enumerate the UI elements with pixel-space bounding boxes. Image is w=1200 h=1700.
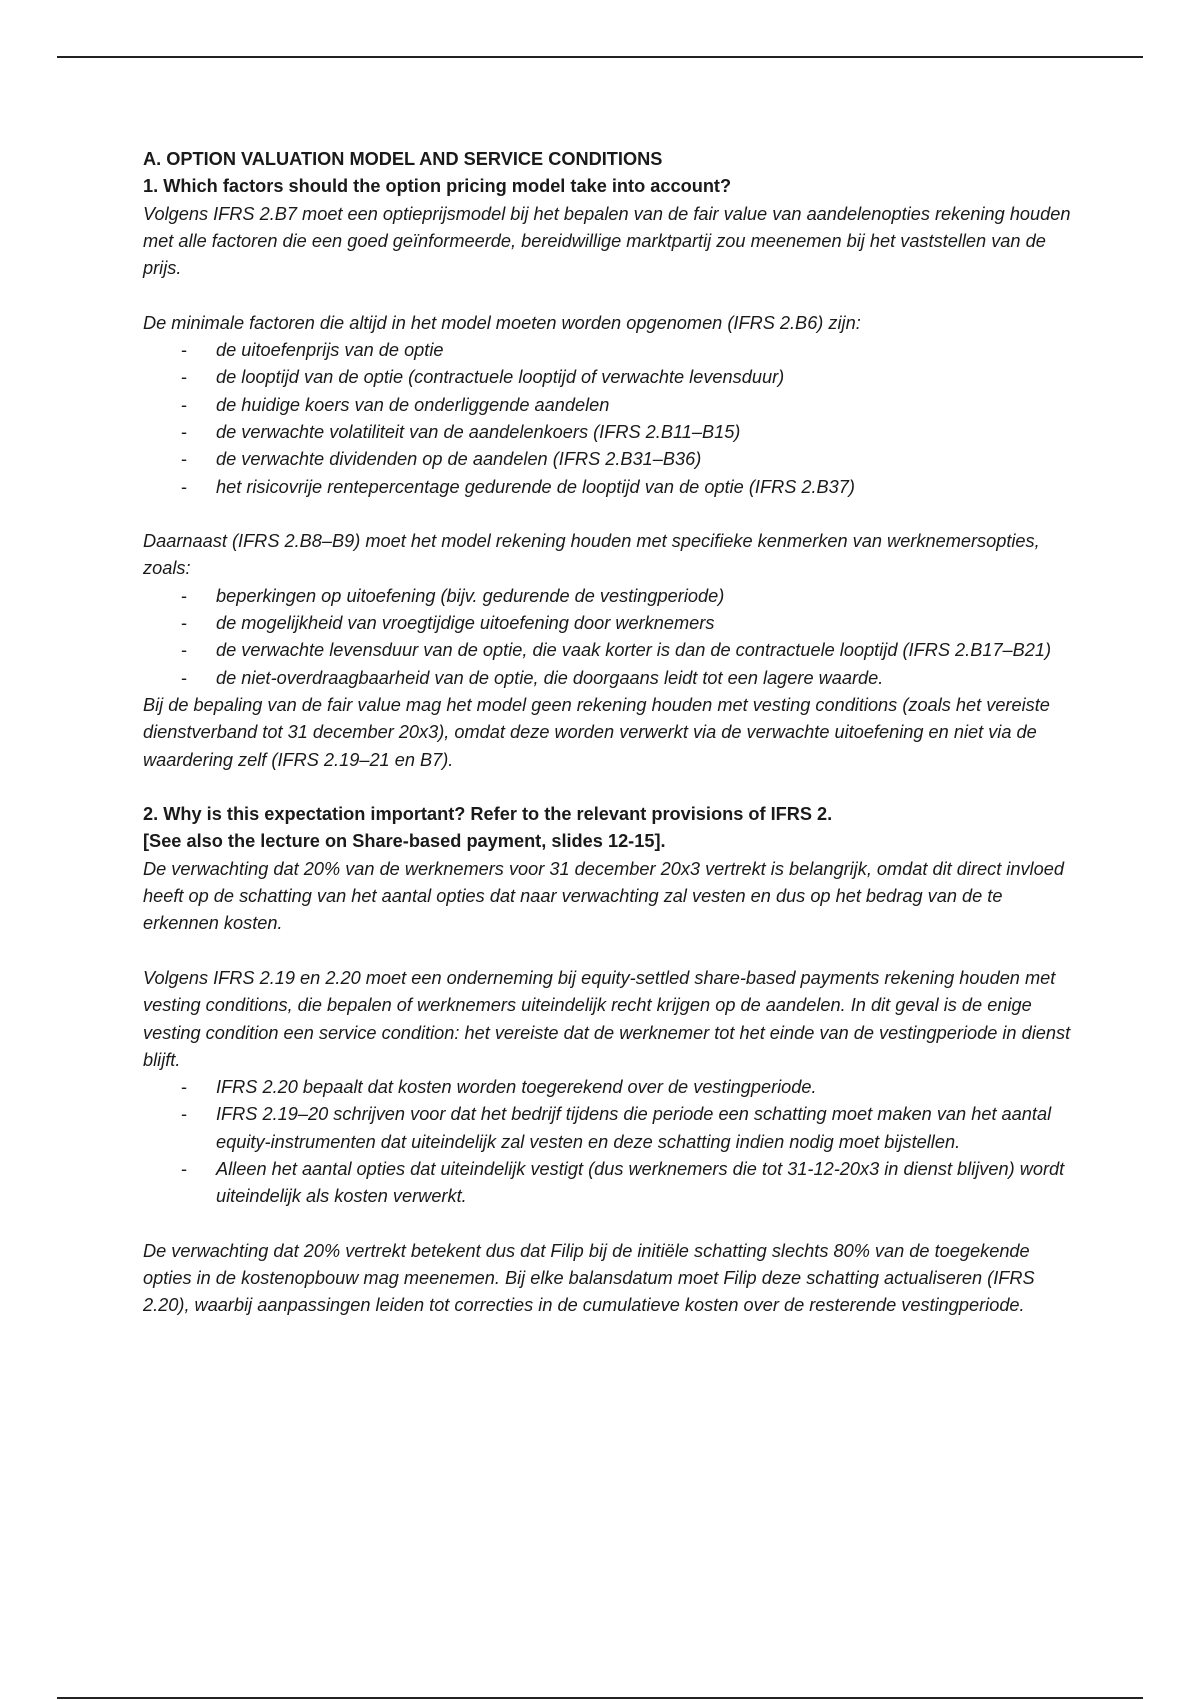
q1-closing-paragraph: Bij de bepaling van de fair value mag het model geen rekening houden met vesting conditions (zoals het vereiste dienstverband tot 31 december 20x3), omdat deze worden verwerkt via de verwachte uitoefening en niet via de waardering zelf (IFRS 2.19–21 en B7). — [143, 694, 1050, 770]
document-body — [143, 146, 1073, 1320]
list-item: - het risicovrije rentepercentage gedurende de looptijd van de optie (IFRS 2.B37) — [181, 476, 855, 497]
question-2-heading: 2. Why is this expectation important? Refer to the relevant provisions of IFRS 2. — [143, 804, 833, 825]
list-item: - de mogelijkheid van vroegtijdige uitoefening door werknemers — [181, 613, 715, 634]
list-item: - de verwachte dividenden op de aandelen (IFRS 2.B31–B36) — [181, 449, 702, 470]
list-item: - de looptijd van de optie (contractuele looptijd of verwachte levensduur) — [181, 367, 785, 388]
spacer — [143, 501, 1073, 528]
spacer — [143, 282, 1073, 309]
q2-vesting-paragraph: Volgens IFRS 2.19 en 2.20 moet een onderneming bij equity-settled share-based payments rekening houden met vesting conditions, die bepalen of werknemers uiteindelijk recht krijgen op de aandelen. In dit geval is de enige vesting condition een service condition: het vereiste dat de werknemer tot het einde van de vestingperiode in dienst blijft. — [143, 967, 1071, 1070]
q2-intro-paragraph: De verwachting dat 20% van de werknemers voor 31 december 20x3 vertrekt is belangrijk, omdat dit direct invloed heeft op de schatting van het aantal opties dat naar verwachting zal vesten en dus op het bedrag van de te erkennen kosten. — [143, 858, 1064, 934]
list-item: - de verwachte volatiliteit van de aandelenkoers (IFRS 2.B11–B15) — [181, 421, 741, 442]
list-item: - IFRS 2.19–20 schrijven voor dat het bedrijf tijdens die periode een schatting moet maken van het aantal equity-instrumenten dat uiteindelijk zal vesten en deze schatting indien nodig moet bijstellen. — [181, 1104, 1052, 1152]
spacer — [143, 1211, 1073, 1238]
list-item: - de huidige koers van de onderliggende aandelen — [181, 394, 610, 415]
list-item: - IFRS 2.20 bepaalt dat kosten worden toegerekend over de vestingperiode. — [181, 1077, 817, 1098]
spacer — [143, 938, 1073, 965]
list-item: - de niet-overdraagbaarheid van de optie, die doorgaans leidt tot een lagere waarde. — [181, 667, 884, 688]
top-divider — [57, 56, 1143, 58]
q1-min-factors-intro: De minimale factoren die altijd in het model moeten worden opgenomen (IFRS 2.B6) zijn: — [143, 312, 861, 333]
q1-extra-factors-intro: Daarnaast (IFRS 2.B8–B9) moet het model rekening houden met specifieke kenmerken van werknemersopties, zoals: — [143, 531, 1040, 579]
q1-intro-paragraph: Volgens IFRS 2.B7 moet een optieprijsmodel bij het bepalen van de fair value van aandelenopties rekening houden met alle factoren die een goed geïnformeerde, bereidwillige marktpartij zou meenemen bij het vaststellen van de prijs. — [143, 203, 1071, 279]
spacer — [143, 774, 1073, 801]
list-item: - de verwachte levensduur van de optie, die vaak korter is dan de contractuele looptijd (IFRS 2.B17–B21) — [181, 640, 1052, 661]
employee-option-features-list — [143, 583, 1073, 692]
bottom-divider — [57, 1697, 1143, 1699]
q2-closing-paragraph: De verwachting dat 20% vertrekt betekent dus dat Filip bij de initiële schatting slechts 80% van de toegekende opties in de kostenopbouw mag meenemen. Bij elke balansdatum moet Filip deze schatting actualiseren (IFRS 2.20), waarbij aanpassingen leiden tot correcties in de cumulatieve kosten over de resterende vestingperiode. — [143, 1240, 1035, 1316]
list-item: - beperkingen op uitoefening (bijv. gedurende de vestingperiode) — [181, 585, 725, 606]
section-title: A. OPTION VALUATION MODEL AND SERVICE CONDITIONS — [143, 149, 663, 169]
min-factors-list — [143, 337, 1073, 501]
question-1-heading: 1. Which factors should the option pricing model take into account? — [143, 176, 732, 197]
list-item: - de uitoefenprijs van de optie — [181, 340, 444, 361]
ifrs-provisions-list — [143, 1074, 1073, 1210]
question-2-reference: [See also the lecture on Share-based payment, slides 12-15]. — [143, 831, 666, 852]
list-item: - Alleen het aantal opties dat uiteindelijk vestigt (dus werknemers die tot 31-12-20x3 in dienst blijven) wordt uiteindelijk als kosten verwerkt. — [181, 1158, 1065, 1207]
